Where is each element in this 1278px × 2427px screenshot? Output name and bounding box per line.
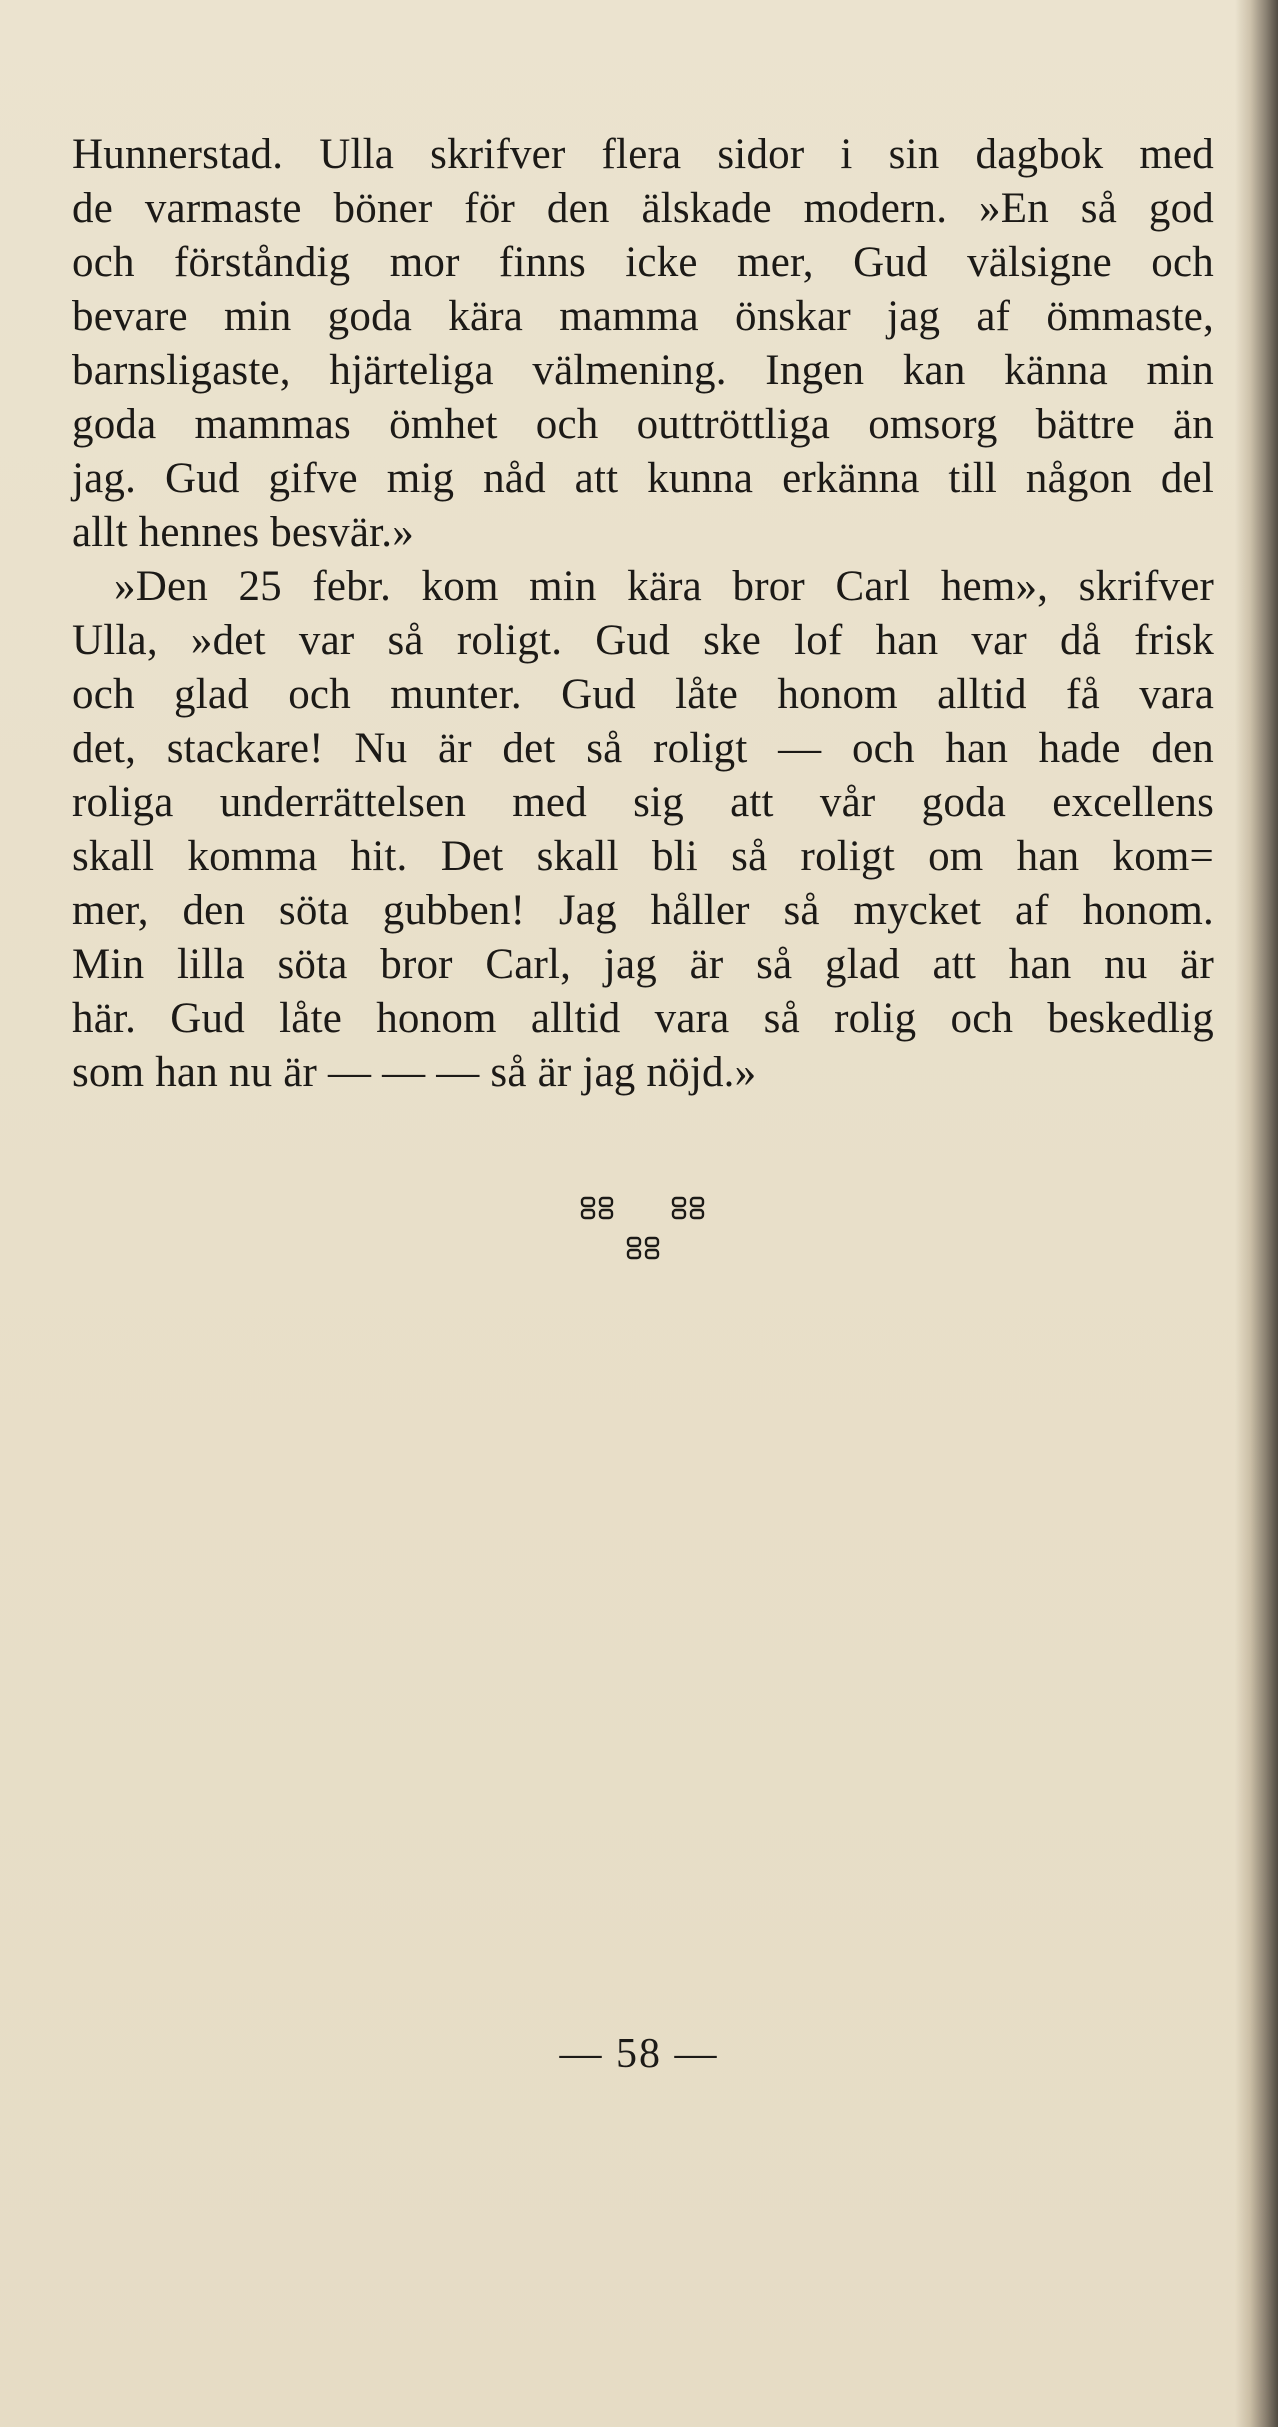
text-line-9: »Den 25 febr. kom min kära bror Carl hem», skrifver <box>114 563 1214 610</box>
section-ornament <box>0 1196 1278 1276</box>
text-line-7: jag. Gud gifve mig nåd att kunna erkänna till någon del <box>72 455 1214 502</box>
text-line-14: skall komma hit. Det skall bli så roligt om han kom= <box>72 833 1214 880</box>
text-line-8: allt hennes besvär.» <box>72 509 414 556</box>
text-line-10: Ulla, »det var så roligt. Gud ske lof han var då frisk <box>72 617 1214 664</box>
text-line-1: Hunnerstad. Ulla skrifver flera sidor i sin dagbok med <box>72 131 1214 178</box>
text-line-15: mer, den söta gubben! Jag håller så mycket af honom. <box>72 887 1214 934</box>
text-line-2: de varmaste böner för den älskade modern. »En så god <box>72 185 1214 232</box>
ornament-bottom-icon <box>626 1236 660 1260</box>
text-line-16: Min lilla söta bror Carl, jag är så glad att han nu är <box>72 941 1214 988</box>
text-line-5: barnsligaste, hjärteliga välmening. Ingen kan känna min <box>72 347 1214 394</box>
text-line-18: som han nu är — — — så är jag nöjd.» <box>72 1049 757 1096</box>
text-line-3: och förståndig mor finns icke mer, Gud välsigne och <box>72 239 1214 286</box>
text-line-6: goda mammas ömhet och outtröttliga omsorg bättre än <box>72 401 1214 448</box>
page-number: — 58 — <box>559 2031 719 2077</box>
text-line-17: här. Gud låte honom alltid vara så rolig och beskedlig <box>72 995 1214 1042</box>
body-text <box>72 128 1214 1100</box>
text-line-11: och glad och munter. Gud låte honom alltid få vara <box>72 671 1214 718</box>
text-line-4: bevare min goda kära mamma önskar jag af ömmaste, <box>72 293 1214 340</box>
ornament-right-icon <box>671 1196 705 1220</box>
text-line-12: det, stackare! Nu är det så roligt — och han hade den <box>72 725 1214 772</box>
ornament-left-icon <box>580 1196 614 1220</box>
text-line-13: roliga underrättelsen med sig att vår goda excellens <box>72 779 1214 826</box>
